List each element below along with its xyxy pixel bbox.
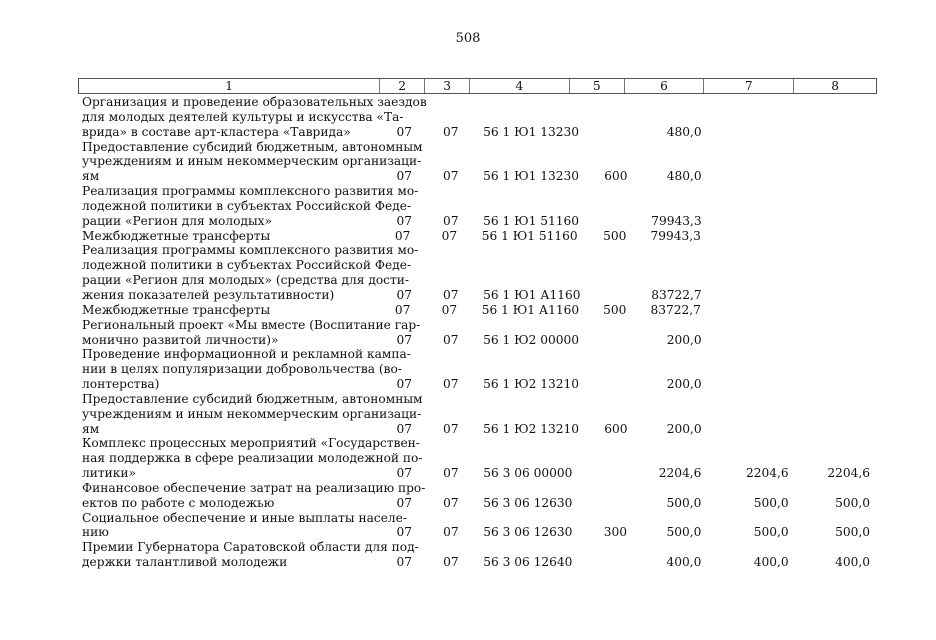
target-article-code: 56 1 Ю1 13230: [483, 124, 580, 139]
description-line: врида» в составе арт-кластера «Таврида»: [82, 124, 351, 139]
column-header: 6: [625, 79, 705, 93]
description-line: лонтерства): [82, 377, 160, 392]
expense-type-code: [573, 288, 627, 303]
section-code: 07: [396, 377, 413, 392]
amount-year-2: [707, 169, 796, 184]
description-line: Социальное обеспечение и иные выплаты населе-: [82, 510, 408, 525]
amount-year-1: 200,0: [666, 421, 702, 436]
description-line: Финансовое обеспечение затрат на реализацию про-: [82, 480, 426, 495]
subsection-code: 07: [441, 302, 458, 317]
description-line: рации «Регион для молодых»: [82, 213, 272, 228]
column-header: 4: [470, 79, 570, 93]
table-row: [78, 481, 877, 511]
subsection-code: 07: [443, 287, 459, 302]
expense-type-code: [573, 214, 627, 229]
target-article-code: 56 1 Ю1 13230: [483, 169, 580, 184]
section-code: 07: [396, 555, 413, 570]
target-article-code: 56 3 06 12640: [483, 555, 573, 570]
amount-year-1: 200,0: [666, 377, 702, 392]
section-code: 07: [396, 213, 413, 228]
section-code: 07: [396, 525, 413, 540]
subsection-code: 07: [443, 213, 459, 228]
subsection-code: 07: [443, 525, 459, 540]
expense-type-code: [572, 496, 627, 511]
description-line: лодежной политики в субъектах Российской Феде-: [82, 258, 412, 273]
subsection-code: 07: [443, 421, 459, 436]
table-row: [78, 436, 877, 481]
amount-year-2: [707, 377, 796, 392]
table-row: [78, 184, 877, 229]
subsection-code: 07: [443, 377, 459, 392]
description-line: для молодых деятелей культуры и искусства «Та-: [82, 109, 404, 124]
section-code: 07: [396, 466, 413, 481]
table-row: [78, 318, 877, 348]
expense-type-code: [572, 466, 627, 481]
row-description: [78, 229, 378, 244]
amount-year-1: 500,0: [666, 495, 702, 510]
amount-year-3: 500,0: [835, 495, 870, 510]
amount-year-1: 400,0: [666, 555, 702, 570]
subsection-code: 07: [443, 169, 459, 184]
table-row: [78, 303, 877, 318]
amount-year-2: [707, 214, 796, 229]
section-code: 07: [394, 302, 411, 317]
amount-year-1: 500,0: [666, 525, 702, 540]
description-line: Предоставление субсидий бюджетным, автономным: [82, 391, 423, 406]
target-article-code: 56 1 Ю1 А1160: [483, 287, 581, 302]
amount-year-1: 480,0: [666, 124, 702, 139]
section-code: 07: [396, 495, 413, 510]
amount-year-3: [796, 288, 877, 303]
description-line: нию: [82, 525, 109, 540]
column-header: 8: [831, 79, 839, 93]
subsection-code: 07: [443, 124, 459, 139]
target-article-code: 56 3 06 12630: [483, 525, 573, 540]
target-article-code: 56 1 Ю2 13210: [483, 377, 580, 392]
amount-year-2: [707, 288, 796, 303]
expense-type-code: 600: [604, 169, 628, 184]
description-line: лодежной политики в субъектах Российской Феде-: [82, 198, 412, 213]
description-line: жения показателей результативности): [82, 287, 335, 302]
column-header: 1: [79, 79, 380, 93]
amount-year-3: [796, 422, 877, 437]
section-code: 07: [394, 228, 411, 243]
amount-year-2: [707, 422, 796, 437]
description-line: литики»: [82, 466, 136, 481]
section-code: 07: [396, 287, 413, 302]
amount-year-1: 480,0: [666, 169, 702, 184]
budget-table: [78, 78, 877, 570]
amount-year-1: 79943,3: [651, 213, 702, 228]
column-header: 7: [704, 79, 794, 93]
expense-type-code: [573, 333, 627, 348]
amount-year-1: 79943,3: [650, 228, 701, 243]
table-row: [78, 392, 877, 437]
subsection-code: 07: [443, 332, 459, 347]
amount-year-2: 2204,6: [745, 466, 789, 481]
description-line: монично развитой личности)»: [82, 332, 279, 347]
amount-year-2: [706, 303, 796, 318]
description-line: Региональный проект «Мы вместе (Воспитание гар-: [82, 317, 421, 332]
description-line: держки талантливой молодежи: [82, 555, 288, 570]
target-article-code: 56 3 06 12630: [483, 495, 573, 510]
target-article-code: 56 1 Ю1 51160: [481, 228, 578, 243]
table-row: [78, 243, 877, 302]
expense-type-code: 300: [603, 525, 627, 540]
table-row: [78, 347, 877, 392]
amount-year-3: [796, 214, 877, 229]
amount-year-2: [707, 333, 796, 348]
expense-type-code: 500: [603, 302, 627, 317]
table-row: [78, 95, 877, 140]
expense-type-code: [573, 125, 627, 140]
amount-year-2: 500,0: [753, 495, 789, 510]
expense-type-code: [573, 377, 627, 392]
subsection-code: 07: [443, 555, 459, 570]
amount-year-1: 2204,6: [658, 466, 702, 481]
amount-year-1: 83722,7: [651, 287, 702, 302]
section-code: 07: [396, 421, 413, 436]
table-row: [78, 140, 877, 185]
expense-type-code: [572, 555, 627, 570]
amount-year-1: 200,0: [666, 332, 702, 347]
subsection-code: 07: [443, 495, 459, 510]
description-line: Премии Губернатора Саратовской области для под-: [82, 540, 419, 555]
amount-year-3: [796, 377, 877, 392]
amount-year-3: [795, 303, 877, 318]
amount-year-1: 83722,7: [650, 302, 701, 317]
column-header: 3: [425, 79, 470, 93]
description-line: Межбюджетные трансферты: [82, 302, 271, 317]
amount-year-3: [796, 169, 877, 184]
description-line: нии в целях популяризации добровольчества (во-: [82, 362, 402, 377]
section-code: 07: [396, 332, 413, 347]
target-article-code: 56 3 06 00000: [483, 466, 573, 481]
description-line: ям: [82, 421, 100, 436]
description-line: ная поддержка в сфере реализации молодежной по-: [82, 451, 423, 466]
amount-year-2: 500,0: [753, 525, 789, 540]
subsection-code: 07: [443, 466, 459, 481]
target-article-code: 56 1 Ю1 А1160: [481, 302, 580, 317]
section-code: 07: [396, 124, 413, 139]
column-header: 5: [570, 79, 625, 93]
table-row: [78, 511, 877, 541]
row-description: [78, 303, 378, 318]
table-body: [78, 94, 877, 570]
table-row: [78, 229, 877, 244]
table-header-row: [78, 78, 877, 94]
target-article-code: 56 1 Ю2 13210: [483, 421, 580, 436]
amount-year-2: [706, 229, 796, 244]
subsection-code: 07: [441, 228, 458, 243]
amount-year-3: [796, 333, 877, 348]
table-row: [78, 540, 877, 570]
description-line: Межбюджетные трансферты: [82, 228, 271, 243]
description-line: рации «Регион для молодых» (средства для дости-: [82, 273, 409, 288]
description-line: Организация и проведение образовательных заездов: [82, 95, 427, 109]
description-line: Проведение информационной и рекламной кампа-: [82, 347, 411, 362]
target-article-code: 56 1 Ю1 51160: [483, 213, 580, 228]
description-line: учреждениям и иным некоммерческим организаци-: [82, 406, 422, 421]
amount-year-3: 500,0: [835, 525, 870, 540]
description-line: ям: [82, 169, 100, 184]
amount-year-3: 2204,6: [827, 466, 870, 481]
description-line: Реализация программы комплексного развития мо-: [82, 184, 419, 199]
description-line: Предоставление субсидий бюджетным, автономным: [82, 139, 423, 154]
amount-year-3: 400,0: [835, 555, 870, 570]
expense-type-code: 600: [604, 421, 628, 436]
amount-year-3: [796, 125, 877, 140]
description-line: учреждениям и иным некоммерческим организаци-: [82, 154, 422, 169]
section-code: 07: [396, 169, 413, 184]
expense-type-code: 500: [603, 228, 627, 243]
description-line: Реализация программы комплексного развития мо-: [82, 243, 419, 258]
description-line: Комплекс процессных мероприятий «Государствен-: [82, 436, 420, 451]
description-line: ектов по работе с молодежью: [82, 495, 275, 510]
amount-year-2: [707, 125, 796, 140]
amount-year-2: 400,0: [753, 555, 789, 570]
amount-year-3: [795, 229, 877, 244]
page-number: 508: [455, 31, 481, 46]
target-article-code: 56 1 Ю2 00000: [483, 332, 580, 347]
column-header: 2: [380, 79, 425, 93]
